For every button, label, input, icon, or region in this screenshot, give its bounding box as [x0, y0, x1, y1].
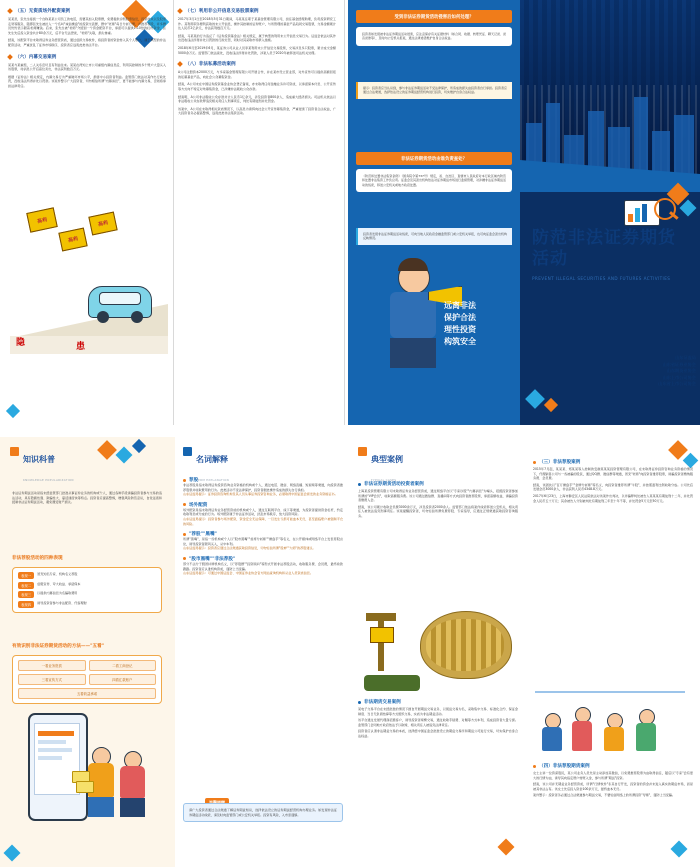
identify-grid	[18, 660, 156, 699]
cover-title-text: 防范非法证券期货活动	[532, 228, 676, 269]
paragraph: 某电子交易平台在未经批准的情况下擅自开展期货交易业务，以现货交易为名，采取集中交易、标准化合约、保证金制度、当日无负债结算等方式组织交易，实质为非法期货活动。	[358, 707, 518, 716]
section-title: 名词解释	[196, 455, 228, 464]
slogan-line: 保护合法	[444, 313, 476, 322]
diamond-bullet-icon	[7, 54, 13, 60]
decor-diamond	[671, 841, 688, 858]
section-title: 知识科普	[23, 455, 55, 464]
decor-diamond	[116, 447, 133, 464]
identify-heading: 有效识别非法证券期货活动的方法——"五看"	[12, 644, 105, 649]
diamond-bullet-icon	[177, 61, 183, 67]
bullet-dot-icon	[358, 701, 361, 704]
decor-diamond	[498, 839, 515, 856]
building-shape	[674, 115, 694, 175]
qa-note-2	[356, 228, 512, 245]
paragraph: 某某县，张先生接到一个自称某某公司员工的电话，需要其加入股票群，免费提供诊断股票信息，投资技术以及股票走势等服务，随即张先生被拉入一个名叫"诚信操盘"的投资交流群，群中"老师"每日分析行情，并推荐荐股，许多群员纷纷表示跟着老师赚钱。后来，张先生被"老师"介绍到一个资金配资平台，承诺可以提供1-10倍的杠杆资金，张先生先后投入资金共计80余万元，后平台无法登录，"老师"失联，损失惨重。	[8, 17, 166, 35]
cover-title-en: PREVENT ILLEGAL SECURITIES AND FUTURES ACTIVITIES	[532, 276, 671, 281]
types-box	[12, 567, 162, 613]
diamond-bullet-icon	[7, 8, 13, 14]
building-shape	[652, 131, 670, 175]
bullet-dot-icon	[183, 557, 186, 560]
paragraph: 投资者如发现被非法证券期货活动侵害，应注意保存有关证据材料（如合同、收据、转账凭证、聊天记录、录音录像等），及时向公安机关报案，通过法律途径维护自身合法权益。	[362, 32, 507, 41]
bullet-dot-icon	[183, 503, 186, 506]
type-tag: 表现三	[18, 591, 34, 598]
word-hidden-risk: 隐	[16, 338, 26, 348]
cover-slogan	[444, 300, 510, 348]
paragraph: 该案中，A公司在未取得相关资质情况下，以高息为诱饵向社会公开宣传募集资金，严重侵害了投资者合法权益，广大投资者务必提高警惕，远离此类非法集资活动。	[178, 106, 336, 116]
term-block	[183, 556, 343, 576]
section-title-en: TYPICAL CASES	[371, 478, 397, 482]
paragraph: 经查明，A公司非法吸收公众存款共计人民币1亿余元，涉及投资者800余人，造成重大经济损失。司法机关依法以非法吸收公众存款罪追究相关责任人刑事责任，判处有期徒刑并处罚金。	[178, 94, 336, 104]
type-text: 冒充知名专家、机构名义荐股	[37, 572, 78, 576]
section-title: 典型案例	[371, 455, 403, 464]
type-row	[18, 591, 156, 598]
cover-organizations	[620, 355, 696, 388]
bullet-dot-icon	[183, 479, 186, 482]
org-item: 山东省上市公司协会	[658, 381, 696, 387]
paragraph: 女士主讲一位资深股民，某公司业务人员先是主动添加其微信，以免费推荐股票为由取得信任，随后以"专家"会有更大的行情为由，诱导其向指定账户转账入金，参与所谓"期货"投资。	[533, 771, 693, 780]
column-more-cases	[525, 437, 700, 867]
column-cover	[520, 0, 700, 425]
term-name: 场外配资	[189, 502, 208, 508]
case-heading-2: 非法期货交易案例	[358, 699, 518, 705]
column-knowledge	[0, 437, 175, 867]
identify-item: 三看宣传方式	[18, 674, 86, 685]
identify-item: 二看工商登记	[89, 660, 157, 671]
paragraph: 经查，A公司未在中国证券投资基金业协会登记备案，亦未取得任何金融业务许可资质，以承诺保本付息、公开宣传等方式向不特定对象募集资金，已涉嫌非法吸收公众存款。	[178, 82, 336, 91]
wheel-shape	[131, 311, 143, 323]
term-extra: 山东证监局提示：投资者参与场外配资，资金安全无法保障，一旦发生亏损可能血本无归，甚至面临账户被强制平仓的风险。	[183, 516, 343, 526]
bullet-dot-icon	[533, 765, 536, 768]
paragraph: 2015年7月起，某某某、郑某某等人控制的安徽某某某投资管理有限公司，在未取得证券投资咨询业务资格的情况下，代理销售公司与一些被骗的股民，通过QQ群、微信群等渠道，冒充"老师"向投资者推荐股票，诱骗投资者缴纳服务费、会员费。	[533, 467, 693, 481]
magnifier-chart-icon	[616, 196, 686, 230]
qa-answer-1	[356, 27, 512, 46]
term-desc: 场外配资是指未取得证券业务经营资质的机构或个人，通过互联网平台、线下等渠道，为投资者提供资金杠杆，约定收取利息或分成的行为。场外配资属于非法证券活动，扰乱市场秩序，放大投资风险。	[183, 507, 343, 517]
decor-diamond	[525, 389, 545, 409]
term-desc: 所谓"黑嘴"，是指一些机构或个人以"股市黑嘴""首席分析师""操盘手"等名义，在公开媒体或网络平台上发表荐股言论，诱导投资者跟风买入，从中牟利。	[183, 537, 343, 546]
slogan-line: 理性投资	[444, 325, 476, 334]
term-desc: 部分不法分子假冒持牌机构名义，以"荐股群""投资顾问"等形式开展非法荐股活动，收取服务费、会员费，最终卷款跑路。投资者应认准机构资质，谨防上当受骗。	[183, 561, 343, 571]
car-shape	[88, 286, 152, 318]
slogan-line: 构筑安全	[444, 337, 476, 346]
paragraph: 提示：投资者应当认识到，参与非法证券期货活动不受法律保护，所造成的损失由投资者自行承担。投资者应通过合法渠道，选择依法设立的证券期货经营机构进行投资，切实维护自身合法权益。	[363, 86, 508, 95]
wheel-shape	[97, 311, 109, 323]
org-item: 山东省证券业协会	[662, 361, 696, 367]
org-item: 山东上市公司协会	[662, 374, 696, 380]
type-tag: 表现四	[18, 601, 34, 608]
column-mid-outer	[178, 8, 340, 413]
term-block	[183, 502, 343, 526]
book-icon	[10, 447, 19, 456]
paragraph: 根据《证券法》相关规定，内幕交易行为严重破坏市场公平，损害中小投资者利益。监管部门依法对其作出行政处罚，没收违法所得并处以罚款。该案件警示广大投资者，切勿相信所谓"内幕消息"，更不能参与内幕交易，否则将承担法律责任。	[8, 74, 166, 88]
top-spread	[0, 0, 700, 425]
type-tag: 表现一	[18, 572, 34, 579]
qa-question-1: 受到非法证券期货活动侵害后如何处理？	[356, 10, 512, 23]
illustration-phone-people	[14, 705, 164, 855]
term-block	[183, 477, 343, 497]
org-item: 山东期货业协会	[666, 368, 696, 374]
paragraph: 经查，该公司累计收取会员费3000余万元，涉及投资者2000余人。监管部门依法将案件线索移送公安机关，相关责任人被依法追究刑事责任。该案提醒投资者，切勿轻信所谓免费荐股、专家指导，应通过正规渠道获取投资咨询服务。	[358, 504, 518, 518]
building-shape	[588, 111, 604, 175]
tag-icon	[183, 447, 192, 456]
paragraph: 投资者发现非法证券期货活动线索，可向当地人民政府金融监管部门或公安机关举报，也可向证监会派出机构反映情况。	[363, 232, 508, 241]
slogan-line: 远离非法	[444, 301, 476, 310]
bait-sign-high-interest: 高利	[26, 207, 58, 232]
qa-question-2: 非法证券期货活动由谁负责查处？	[356, 152, 512, 165]
paragraph: 《防范和处置非法集资条例》（国务院令第737号）规定，省、自治区、直辖市人民政府对本行政区域内防范和处置非法集资工作负总责。证监会及其派出机构依法对证券期货市场进行监督管理，对涉嫌非法证券期货活动的线索，移送公安机关或地方政府处置。	[362, 174, 507, 187]
city-skyline	[520, 85, 700, 175]
tips-text: 请广大投资者通过合法渠道了解证券期货知识，选择依法设立的证券期货经营机构办理业务。如发现非法证券期货活动线索，请及时向监管部门或公安机关举报。投资有风险，入市需谨慎。	[189, 808, 337, 817]
section-heading-3: （三）非法荐股案例	[533, 459, 693, 465]
paragraph: 2017年3月1日至2018年5月31日期间，马某某任职于某基金管理有限公司，担任基金经理助理，负责投资研究工作。其利用职务便利获取的未公开信息，操作其控制的证券账户，与所管理的基金产品趋同交易股票，交易金额累计达人民币2亿余元，非法获利数百万元。	[178, 17, 336, 31]
type-row	[18, 572, 156, 579]
paragraph: 经查，该公司并无期货业务经营资质，所谓"行情软件"系其自行开发，投资者的资金并未进入真实的期货市场，而是被其非法占有。该女士先后投入资金100余万元，最终血本无归。	[533, 782, 693, 791]
cases-heading	[358, 447, 403, 485]
bullet-dot-icon	[358, 483, 361, 486]
cover-city-image	[520, 0, 700, 175]
type-tag: 表现二	[18, 582, 34, 589]
illustration-cliff-car	[10, 204, 168, 354]
knowledge-heading	[10, 447, 74, 485]
section-heading-6: （六）内幕交易案例	[8, 54, 170, 60]
paragraph: 经查，该配资平台未取得证券业务经营资质，通过虚拟交易软件，将投资者的资金转入其个人账户，属于典型的非法配资活动，严重扰乱了证券市场秩序，投资者应远离此类非法平台。	[8, 38, 166, 47]
identify-box	[12, 655, 162, 704]
decor-diamond	[97, 440, 117, 460]
paragraph: 该平台通过发展代理商招揽客户，诱导投资者频繁交易，通过收取手续费、对赌等方式牟利，造成投资者大量亏损。监管部门会同地方政府依法予以取缔，相关责任人被追究法律责任。	[358, 718, 518, 727]
word-trouble: 患	[76, 342, 86, 352]
paragraph: 投资者应认清非法期货交易的本质，选择经中国证监会批准设立的期货交易所和期货公司进行交易，切实保护自身合法权益。	[358, 729, 518, 738]
term-desc: 非法荐股是指未取得证券投资咨询业务资格的机构或个人，通过电话、微信、网络直播、短视频等渠道，向投资者推荐股票并收取费用的行为。此类活动不受法律保护，投资者据此操作造成的损失自行承担。	[183, 483, 343, 492]
term-extra: 山东证监局提示：证券投资咨询机构及其人员从事证券投资咨询业务，必须取得中国证监会颁发的业务资格证书。	[183, 492, 338, 497]
illustration-group-people	[535, 683, 691, 757]
building-shape	[634, 97, 648, 175]
type-text: 虚假宣传、夸大收益、承诺保本	[37, 581, 81, 586]
decor-diamond	[132, 439, 146, 453]
paragraph: 某某与某重组，二人关系密切且有利益往来。某某在得知上市公司重组内幕信息后，利用其控制的多个账户大量买入该股票，待消息公开后高位卖出，非法获利数百万元。	[8, 62, 166, 72]
column-left-outer	[8, 8, 170, 413]
paragraph: 2017年6月23日，上海市静安区人民法院依法对该案作出判决，以诈骗罪判处被告人某某某有期徒刑十二年，并处罚金人民币五十万元；其余被告人分别被判处有期徒刑三年至十年不等，并处罚金5万元至50万元。	[533, 493, 693, 503]
identify-item: 四看汇款账户	[89, 674, 157, 685]
knowledge-intro: 非法证券期货活动是指未经监管部门批准从事证券业务的机构或个人，通过各种手段诱骗投资者参与交易的违法活动，具有隐蔽性强、欺骗性大、蔓延速度快等特点。投资者应提高警惕，增强风险防范意识，自觉远离和抵制非法证券期货活动，避免遭受财产损失。	[12, 491, 162, 505]
paragraph: 2018年6月至2019年6月，某证券公司从业人员李某利用未公开信息交易股票，交易涉及多只股票，累计成交金额5000余万元。监管部门依法查处，没收违法所得并处罚款，涉案人员于2020年被移送司法机关处理。	[178, 45, 336, 55]
identify-item: 一看业务资质	[18, 660, 86, 671]
section-heading-4: （四）非法荐股期货案例	[533, 763, 693, 769]
bottom-spread	[0, 437, 700, 867]
term-block	[183, 531, 343, 551]
section-title-en: TERM EXPLANATION	[196, 478, 230, 482]
term-name: 荐股	[189, 478, 199, 483]
term-extra: 山东证监局提示：可通过中国证监会、中国证券业协会官方网站查询机构和从业人员资质信息。	[183, 571, 313, 576]
paragraph: 经查，该团伙以"百万操盘手""金牌分析师"等名义，向投资者推荐所谓"牛股"，并按照盈利比例收取分成。公司先后发展会员3000余人，非法获利人民币4348.8万元。	[533, 482, 693, 492]
cover-title	[532, 228, 692, 270]
paragraph: 案件警示：投资者务必通过合法渠道参与期货交易，不要轻信网络上的所谓投资"导师"，谨防上当受骗。	[533, 793, 676, 798]
section-title-en: KNOWLEDGE POPULARIZATION	[23, 478, 74, 482]
term-extra: 山东证监局提示：投资者应通过合法渠道获取投资信息，切勿轻信所谓"股神""大师"的荐股建议。	[183, 546, 316, 551]
bullet-dot-icon	[183, 533, 186, 536]
bullet-dot-icon	[533, 461, 536, 464]
paragraph: 上海某投资管理有限公司未取得证券业务经营资质，通过网络平台以"专家诊股""内幕消息"为噱头，招揽投资者参加所谓的"VIP会员"，收取高额服务费。该公司通过微信群、直播间等方式向投资者推荐股票，承诺高额收益，诱骗投资者缴费入会。	[358, 489, 518, 503]
bait-sign-high-interest: 高利	[88, 212, 117, 236]
column-qa-blue	[348, 0, 520, 425]
type-row	[18, 582, 156, 589]
section-heading-5: （五）无资质场外配资案例	[8, 8, 170, 14]
type-row	[18, 601, 156, 608]
tips-box	[183, 803, 343, 822]
column-cases	[350, 437, 525, 867]
paragraph: 经查，马某某的行为违反了《证券投资基金法》相关规定，属于典型的利用未公开信息交易行为。证监会依法对其作出没收违法所得并处以罚款的行政处罚，同时对其采取市场禁入措施。	[178, 33, 336, 43]
term-name: "荐股""黑嘴"	[189, 532, 217, 538]
paragraph: A公司注册资本2000万元，与多家基金管理有限公司开展合作，并在某市设立营业部，对外宣传可以提供高额回报的私募基金产品，向社会公众募集资金。	[178, 70, 336, 79]
identify-item: 五看收益承诺	[18, 688, 156, 699]
org-item: 山东证监局	[675, 355, 696, 360]
folder-icon	[358, 447, 367, 456]
section-heading-7: （七）利用非公开信息交易股票案例	[178, 8, 340, 14]
diamond-bullet-icon	[177, 8, 183, 14]
type-text: 以提供内幕信息为名骗取费用	[37, 591, 78, 595]
qa-note-1	[356, 82, 512, 99]
bait-sign-high-interest: 高利	[58, 228, 87, 252]
decor-diamond	[544, 398, 558, 412]
illustration-trap-money	[360, 609, 516, 691]
qa-answer-2	[356, 169, 512, 192]
column-terms	[175, 437, 350, 867]
section-heading-8: （八）非法私募活动案例	[178, 61, 340, 67]
case-heading-1: 非法证券期货活动投资者案例	[358, 481, 518, 487]
types-heading: 非法荐股活动的四种表现	[12, 556, 63, 561]
type-text: 诱导投资者参与非法配资、代客理财	[37, 600, 87, 605]
term-name: "股市黑嘴""非法荐股"	[189, 556, 236, 562]
